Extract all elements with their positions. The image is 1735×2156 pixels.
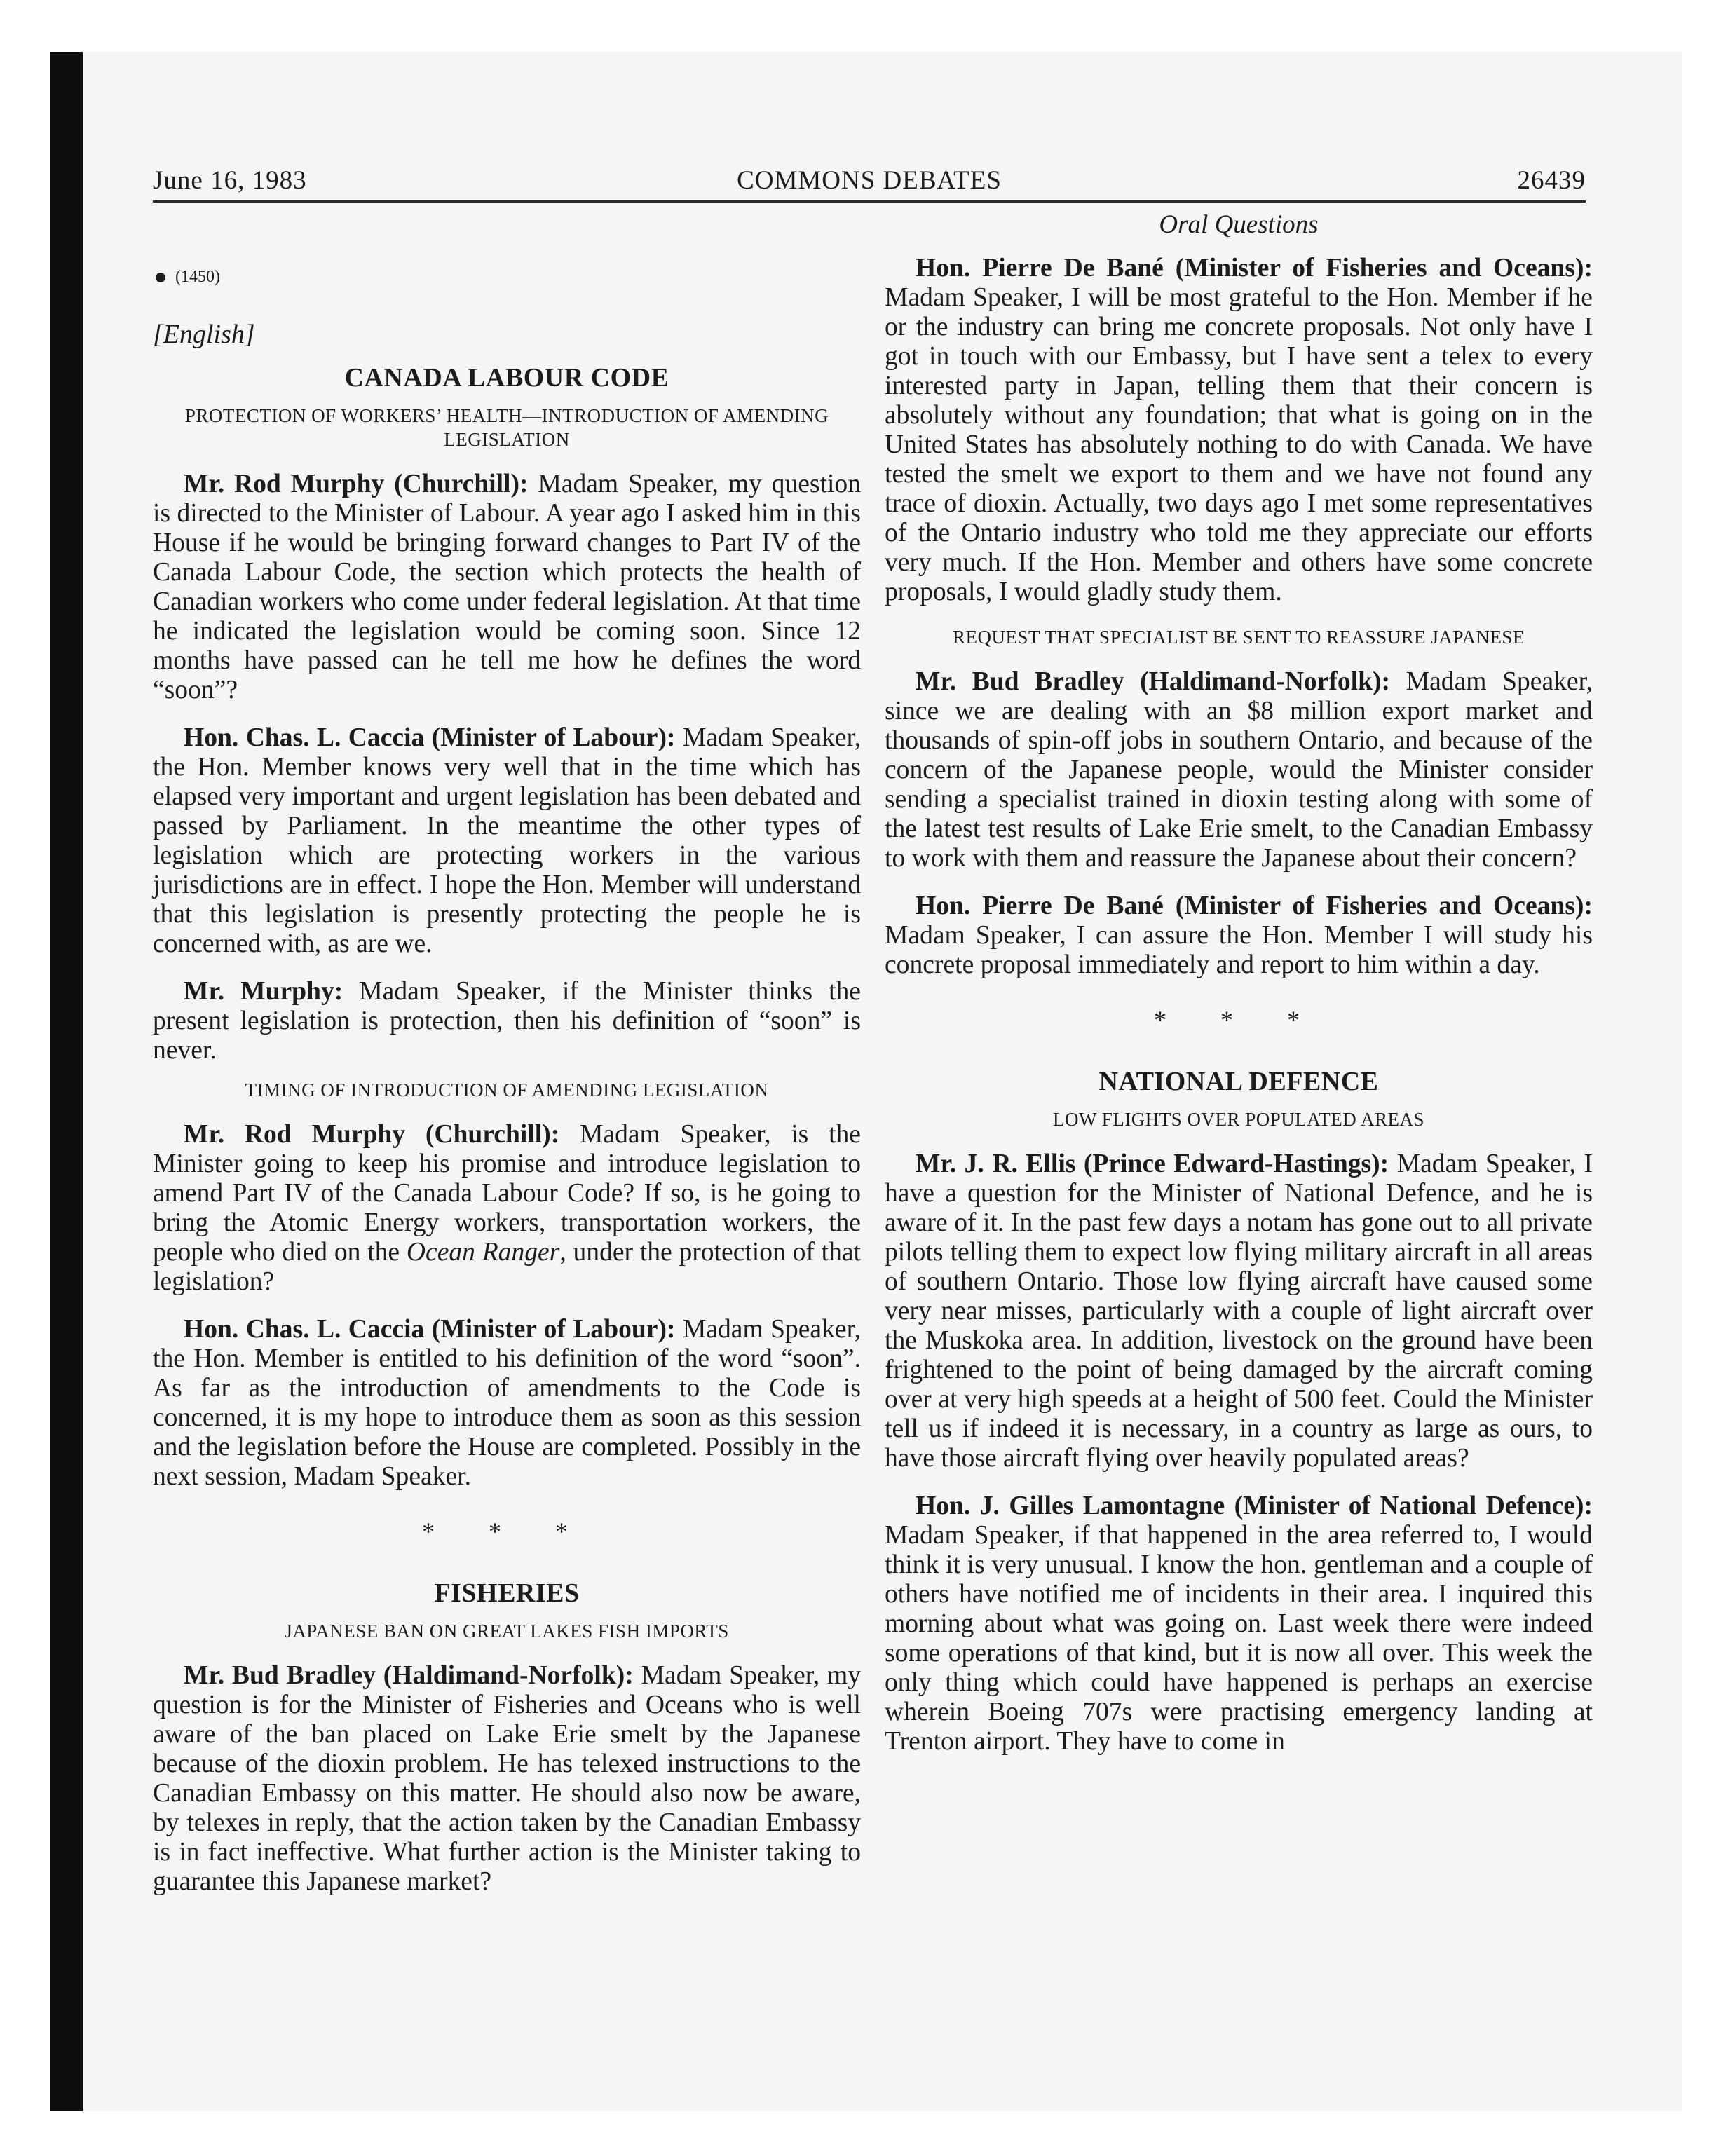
speech-text: Madam Speaker, the Hon. Member knows very well that in the time which has elapsed very important and urgent legislation has been debated and passed by Parliament. In the meantime the other types of legislation which are protecting workers in the various jurisdictions are in effect. I hope the Hon. Member will understand that this legislation is presently protecting the people he is concerned with, as are we. <box>153 723 861 958</box>
subheading-timing: TIMING OF INTRODUCTION OF AMENDING LEGISLATION <box>245 1079 769 1100</box>
speech-paragraph <box>153 1120 861 1297</box>
bullet-icon <box>156 273 165 282</box>
speaker-name: Mr. Bud Bradley (Haldimand-Norfolk): <box>916 667 1391 696</box>
section-heading-national-defence: NATIONAL DEFENCE <box>1098 1067 1379 1096</box>
ship-name: Ocean Ranger <box>406 1238 560 1267</box>
speaker-name: Mr. Bud Bradley (Haldimand-Norfolk): <box>184 1661 634 1690</box>
speech-paragraph <box>885 254 1593 607</box>
speech-text: Madam Speaker, my question is for the Minister of Fisheries and Oceans who is well aware of the ban placed on Lake Erie smelt by the Japanese because of the dioxin problem. He has telexed instructions to the Canadian Embassy on this matter. He should also now be aware, by telexes in reply, that the action taken by the Canadian Embassy is in fact ineffective. What further action is the Minister taking to guarantee this Japanese market? <box>153 1661 861 1896</box>
speaker-name: Hon. Chas. L. Caccia (Minister of Labour): <box>184 1315 676 1344</box>
time-stamp: (1450) <box>175 268 220 286</box>
speaker-name: Mr. Rod Murphy (Churchill): <box>184 1120 560 1149</box>
section-separator: * * * <box>422 1517 592 1546</box>
scan-edge-bar <box>50 52 83 2111</box>
speaker-name: Hon. Pierre De Bané (Minister of Fisheries and Oceans): <box>916 254 1593 282</box>
language-tag: [English] <box>153 320 255 349</box>
speech-text: Madam Speaker, I will be most grateful to the Hon. Member if he or the industry can bring me concrete proposals. Not only have I got in touch with our Embassy, but I have sent a telex to every interested party in Japan, telling them that their concern is absolutely without any foundation; that what is going on in the United States has absolutely nothing to do with Canada. We have tested the smelt we export to them and we have not found any trace of dioxin. Actually, two days ago I met some representatives of the Ontario industry who told me they appreciate our efforts very much. If the Hon. Member and others have some concrete proposals, I would gladly study them. <box>885 283 1593 606</box>
speaker-name: Mr. J. R. Ellis (Prince Edward-Hastings): <box>916 1149 1389 1178</box>
subheading-workers-health: PROTECTION OF WORKERS’ HEALTH—INTRODUCTION OF AMENDING LEGISLATION <box>184 405 829 450</box>
speech-paragraph <box>885 1149 1593 1473</box>
subheading-low-flights: LOW FLIGHTS OVER POPULATED AREAS <box>1052 1109 1425 1130</box>
subheading-japanese-ban: JAPANESE BAN ON GREAT LAKES FISH IMPORTS <box>285 1621 729 1642</box>
speaker-name: Mr. Rod Murphy (Churchill): <box>184 470 529 498</box>
speech-text: , under the protection of that legislation? <box>153 1238 861 1296</box>
speech-text: Madam Speaker, I can assure the Hon. Member I will study his concrete proposal immediately and report to him within a day. <box>885 921 1593 979</box>
running-header <box>153 165 1586 200</box>
speech-text: Madam Speaker, is the Minister going to keep his promise and introduce legislation to amend Part IV of the Canada Labour Code? If so, is he going to bring the Atomic Energy workers, transportation workers, the people who died on the <box>153 1120 861 1267</box>
section-heading-labour-code: CANADA LABOUR CODE <box>344 363 669 393</box>
speech-paragraph <box>153 470 861 705</box>
subheading-specialist: REQUEST THAT SPECIALIST BE SENT TO REASSURE JAPANESE <box>953 627 1525 648</box>
speech-text: Madam Speaker, the Hon. Member is entitled to his definition of the word “soon”. As far as the introduction of amendments to the Code is concerned, it is my hope to introduce them as soon as this session and the legislation before the House are completed. Possibly in the next session, Madam Speaker. <box>153 1315 861 1491</box>
section-separator: * * * <box>1154 1006 1324 1034</box>
header-date: June 16, 1983 <box>153 166 307 195</box>
speech-paragraph <box>153 723 861 959</box>
left-column <box>153 210 861 1915</box>
speech-text: Madam Speaker, my question is directed to the Minister of Labour. A year ago I asked him in this House if he would be bringing forward changes to Part IV of the Canada Labour Code, the section which protects the health of Canadian workers who come under federal legislation. At that time he indicated the legislation would be coming soon. Since 12 months have passed can he tell me how he defines the word “soon”? <box>153 470 861 704</box>
speech-paragraph <box>153 977 861 1065</box>
speaker-name: Hon. J. Gilles Lamontagne (Minister of National Defence): <box>916 1492 1593 1520</box>
speech-paragraph <box>885 667 1593 873</box>
speech-text: Madam Speaker, if that happened in the area referred to, I would think it is very unusual. I know the hon. gentleman and a couple of others have notified me of incidents in their area. I inquired this morning about what was going on. Last week there were indeed some operations of that kind, but it is now all over. This week the only thing which could have happened is perhaps an exercise wherein Boeing 707s were practising emergency landing at Trenton airport. They have to come in <box>885 1521 1593 1756</box>
section-heading-fisheries: FISHERIES <box>434 1578 580 1608</box>
right-column <box>885 210 1593 1775</box>
speech-paragraph <box>153 1315 861 1492</box>
speaker-name: Hon. Pierre De Bané (Minister of Fisheries and Oceans): <box>916 892 1593 920</box>
speech-text: Madam Speaker, I have a question for the Minister of National Defence, and he is aware of it. In the past few days a notam has gone out to all private pilots telling them to expect low flying military aircraft in all areas of southern Ontario. Those low flying aircraft have caused some very near misses, particularly with a couple of light aircraft over the Muskoka area. In addition, livestock on the ground have been frightened to the point of being damaged by the aircraft coming over at very high speeds at a height of 500 feet. Could the Minister tell us if indeed it is necessary, in a country as large as ours, to have those aircraft flying over heavily populated areas? <box>885 1149 1593 1473</box>
time-marker <box>156 262 861 292</box>
speech-paragraph <box>885 892 1593 980</box>
header-page-number: 26439 <box>1517 166 1586 195</box>
speech-text: Madam Speaker, if the Minister thinks the present legislation is protection, then his definition of “soon” is never. <box>153 977 861 1065</box>
speaker-name: Mr. Murphy: <box>184 977 343 1006</box>
speaker-name: Hon. Chas. L. Caccia (Minister of Labour): <box>184 723 676 752</box>
speech-paragraph <box>885 1492 1593 1756</box>
speech-paragraph <box>153 1661 861 1897</box>
header-rule <box>153 200 1586 203</box>
header-title: COMMONS DEBATES <box>737 166 1002 195</box>
speech-text: Madam Speaker, since we are dealing with an $8 million export market and thousands of spin-off jobs in southern Ontario, and because of the concern of the Japanese people, would the Minister consider sending a specialist trained in dioxin testing along with some of the latest test results of Lake Erie smelt, to the Canadian Embassy to work with them and reassure the Japanese about their concern? <box>885 667 1593 873</box>
column-caption: Oral Questions <box>1159 210 1319 239</box>
